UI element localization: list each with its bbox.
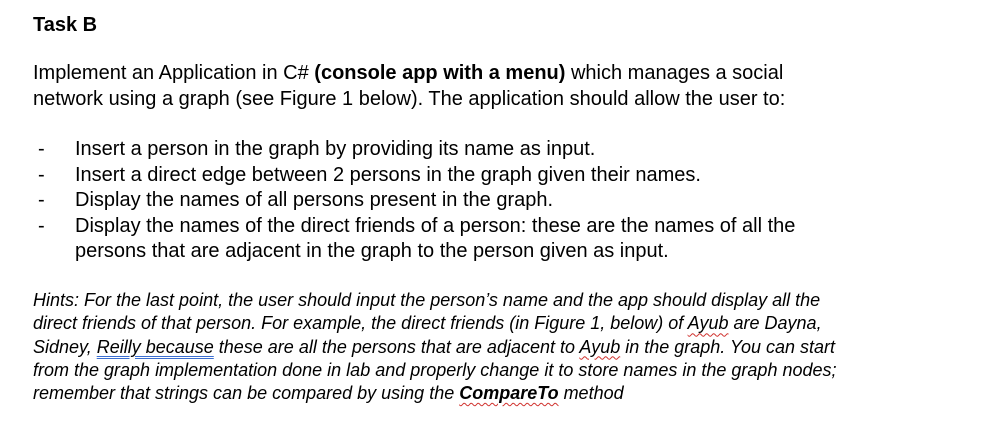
hints-paragraph	[33, 289, 968, 405]
hints-text: in the graph. You can start	[620, 336, 836, 357]
compareto-keyword: CompareTo	[459, 383, 559, 404]
list-item-text: Insert a direct edge between 2 persons in the graph given their names.	[75, 163, 701, 186]
hints-line-1: Hints: For the last point, the user should input the person’s name and the app should display all the	[33, 290, 821, 310]
intro-line-2: network using a graph (see Figure 1 below). The application should allow the user to:	[33, 88, 786, 110]
grammar-flag-text: Reilly because	[96, 336, 214, 357]
intro-paragraph	[33, 60, 963, 112]
hints-line-2	[33, 312, 968, 335]
hints-line-5	[33, 382, 968, 405]
spell-error-word: Ayub	[579, 336, 621, 357]
hints-text: these are all the persons that are adjacent to	[213, 336, 580, 357]
intro-text-2: which manages a social	[565, 62, 784, 84]
list-item	[33, 214, 963, 240]
intro-line-1	[33, 60, 963, 86]
requirements-list	[33, 137, 963, 265]
bullet-dash: -	[38, 214, 45, 237]
hints-text: Sidney,	[33, 336, 97, 357]
intro-text-1: Implement an Application in C#	[33, 62, 315, 84]
list-item-text: Display the names of the direct friends of a person: these are the names of all the	[75, 214, 796, 237]
hints-text: method	[558, 383, 624, 404]
hints-text: direct friends of that person. For example, the direct friends (in Figure 1, below) of	[33, 313, 688, 334]
list-item-text: Insert a person in the graph by providing its name as input.	[75, 138, 596, 160]
hints-text: remember that strings can be compared by using the	[33, 383, 460, 404]
list-item	[33, 163, 963, 189]
spell-error-word: Ayub	[687, 313, 729, 334]
hints-line-3	[33, 336, 968, 359]
bullet-dash: -	[38, 163, 45, 186]
intro-bold-text: (console app with a menu)	[314, 62, 566, 84]
list-item-continuation	[33, 239, 963, 265]
bullet-dash: -	[38, 189, 45, 211]
hints-line-4: from the graph implementation done in lab and properly change it to store names in the graph nodes;	[33, 359, 837, 380]
list-item-text: persons that are adjacent in the graph to the person given as input.	[75, 240, 669, 262]
list-item	[33, 188, 963, 214]
list-item-text: Display the names of all persons present in the graph.	[75, 189, 554, 211]
bullet-dash: -	[38, 138, 45, 160]
list-item	[33, 137, 963, 163]
hints-text: are Dayna,	[728, 313, 822, 334]
task-heading: Task B	[33, 14, 98, 36]
